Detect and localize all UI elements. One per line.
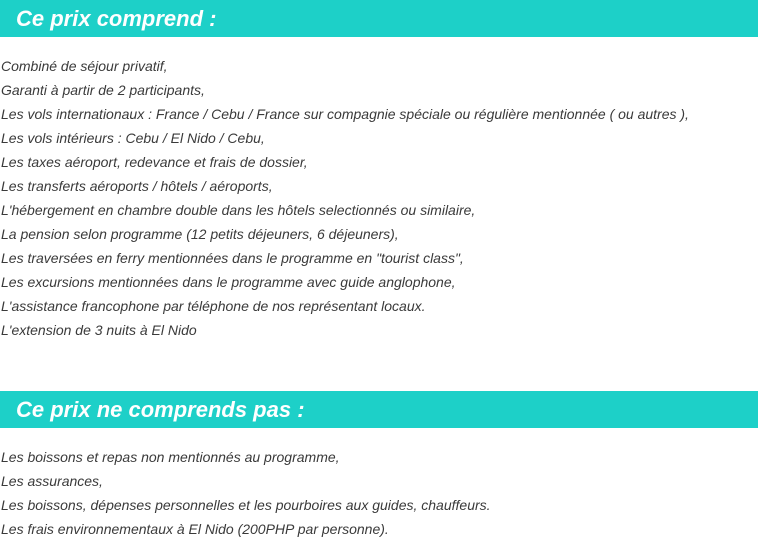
list-item: Les taxes aéroport, redevance et frais de dossier, [1,154,308,170]
list-item: Les boissons, dépenses personnelles et les pourboires aux guides, chauffeurs. [1,497,491,513]
list-item: L'assistance francophone par téléphone de nos représentant locaux. [1,298,426,314]
price-includes-list [1,54,689,342]
list-item: Les boissons et repas non mentionnés au programme, [1,449,340,465]
list-item: Les assurances, [1,473,103,489]
list-item: Les vols internationaux : France / Cebu / France sur compagnie spéciale ou régulière mentionnée ( ou autres ), [1,106,689,122]
list-item: Les traversées en ferry mentionnées dans le programme en "tourist class", [1,250,464,266]
list-item: Les transferts aéroports / hôtels / aéroports, [1,178,273,194]
list-item: Les frais environnementaux à El Nido (200PHP par personne). [1,521,389,537]
list-item: L'hébergement en chambre double dans les hôtels selectionnés ou similaire, [1,202,476,218]
list-item: Garanti à partir de 2 participants, [1,82,205,98]
price-includes-heading: Ce prix comprend : [0,0,758,37]
price-excludes-list [1,445,491,541]
list-item: Les vols intérieurs : Cebu / El Nido / Cebu, [1,130,265,146]
list-item: L'extension de 3 nuits à El Nido [1,322,197,338]
price-excludes-heading: Ce prix ne comprends pas : [0,391,758,428]
list-item: Combiné de séjour privatif, [1,58,168,74]
list-item: La pension selon programme (12 petits déjeuners, 6 déjeuners), [1,226,399,242]
list-item: Les excursions mentionnées dans le programme avec guide anglophone, [1,274,456,290]
